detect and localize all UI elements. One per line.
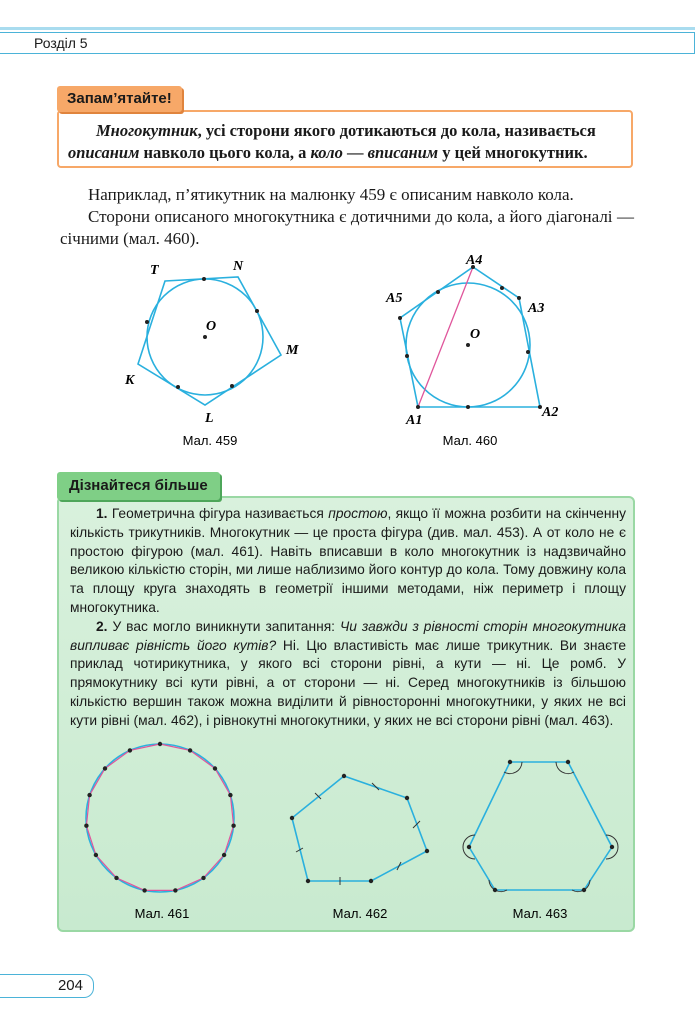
figure-461 (84, 742, 236, 921)
label-O-460: O (470, 327, 481, 342)
fig461-vertex (213, 766, 217, 770)
body-text (60, 184, 634, 250)
fig461-vertex (87, 793, 91, 797)
remember-definition: Многокутник, усі сторони якого дотикаються до кола, називається описаним навколо цього кола, а коло — вписаним у цей многокутник. (68, 121, 596, 162)
label-O-459: O (206, 319, 217, 334)
fig461-vertex (84, 824, 88, 828)
fig461-vertex (128, 748, 132, 752)
learn-paragraph-1: 1. Геометрична фігура називається простою, якщо її можна розбити на скінченну кількість трикутників. Многокутник — це проста фігура (див. мал. 453). А от коло не є простою фігурою (мал. 461). Навіть вписавши в коло многокутник із надзвичайно великою кількістю сторін, ми лише наблизимо його контур до кола. Тому довжину кола та площу круга знаходять в геометрії іншими методами, ніж периметр і площу многокутника. (70, 506, 626, 615)
fig461-vertex (173, 888, 177, 892)
section-label: Розділ 5 (34, 35, 88, 51)
learn-more-title: Дізнайтеся більше (57, 472, 220, 500)
fig461-vertex (94, 853, 98, 857)
body-paragraph-2: Сторони описаного многокутника є дотичними до кола, а його діагоналі — січними (мал. 460). (60, 207, 634, 248)
figure-459 (124, 259, 299, 448)
figures-459-460 (0, 250, 695, 460)
header-bar (0, 32, 695, 54)
page-number: 204 (0, 974, 94, 998)
caption-461: Мал. 461 (134, 906, 190, 921)
fig461-vertex (222, 853, 226, 857)
label-T: T (150, 263, 159, 278)
fig459-center (203, 335, 207, 339)
label-A5: A5 (386, 291, 403, 306)
fig461-vertex (158, 742, 162, 746)
label-K: K (125, 373, 135, 388)
remember-title: Запам’ятайте! (57, 86, 182, 112)
fig459-pentagon (138, 277, 281, 405)
label-N: N (233, 259, 244, 274)
term-circumscribed: описаним (68, 143, 140, 162)
learn-more-text (70, 505, 626, 731)
fig461-vertex (103, 766, 107, 770)
label-A3: A3 (528, 301, 545, 316)
fig461-polygon (86, 744, 233, 890)
body-paragraph-1: Наприклад, п’ятикутник на малюнку 459 є описаним навколо кола. (88, 185, 574, 204)
term-polygon: Многокутник (96, 121, 198, 140)
figure-460 (385, 253, 558, 448)
term-inscribed: вписаним (367, 143, 439, 162)
figures-461-463 (57, 720, 635, 925)
fig461-vertex (114, 876, 118, 880)
caption-459: Мал. 459 (182, 433, 238, 448)
fig461-vertex (228, 793, 232, 797)
figure-462 (290, 774, 429, 921)
caption-460: Мал. 460 (442, 433, 498, 448)
term-circle: коло (310, 143, 343, 162)
figure-463 (463, 760, 618, 921)
fig461-vertex (142, 888, 146, 892)
fig461-vertex (231, 824, 235, 828)
label-A4: A4 (466, 253, 483, 268)
caption-463: Мал. 463 (512, 906, 568, 921)
caption-462: Мал. 462 (332, 906, 388, 921)
fig461-vertex (201, 876, 205, 880)
fig463-hexagon (469, 762, 612, 890)
fig461-vertex (188, 748, 192, 752)
learn-paragraph-2: 2. У вас могло виникнути запитання: Чи завжди з рівності сторін многокутника випливає рівність його кутів? Ні. Цю властивість має лише трикутник. Ви знаєте приклад чотирикутника, у якого всі сторони рівні, а кути — ні. Це ромб. У прямокутнику всі кути рівні, а от сторони — ні. Серед многокутників із більшою кількістю вершин також можна виділити й рівносторонні многокутники, у яких не всі кути рівні (мал. 462), і рівнокутні многокутники, у яких не всі сторони рівні (мал. 463). (70, 618, 626, 728)
fig462-polygon (292, 776, 427, 881)
label-A1: A1 (406, 413, 423, 428)
label-L: L (205, 411, 214, 426)
label-M: M (286, 343, 299, 358)
label-A2: A2 (542, 405, 559, 420)
